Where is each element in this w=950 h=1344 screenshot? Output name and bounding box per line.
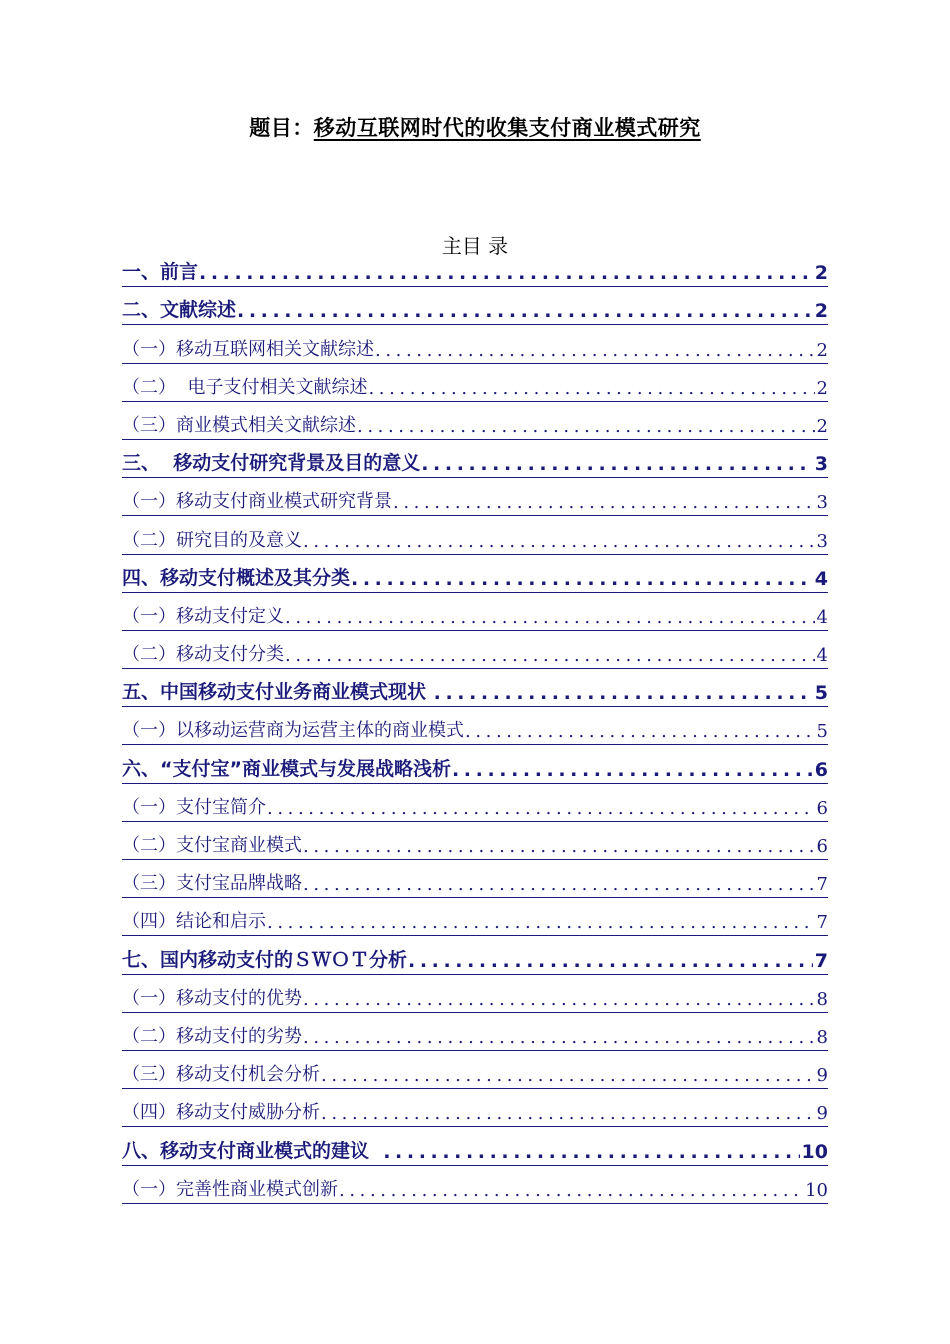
toc-entry-title: （一）完善性商业模式创新 xyxy=(122,1178,338,1200)
toc-dot-leader xyxy=(464,721,815,742)
toc-entry[interactable] xyxy=(122,1166,828,1204)
toc-entry-title: （二）研究目的及意义 xyxy=(122,529,302,551)
toc-entry[interactable] xyxy=(122,516,828,554)
toc-heading: 主目 录 xyxy=(441,234,509,258)
toc-entry-page: 6 xyxy=(816,836,828,857)
toc-entry[interactable] xyxy=(122,822,828,860)
title-prefix: 题目： xyxy=(249,116,314,140)
toc-entry-title: 七、国内移动支付的ＳＷＯＴ分析 xyxy=(122,948,408,971)
toc-dot-leader xyxy=(320,1103,815,1124)
toc-entry-page: 10 xyxy=(805,1179,828,1201)
toc-entry-page: 2 xyxy=(816,339,828,361)
title-main: 移动互联网时代的收集支付商业模式研究 xyxy=(313,116,701,140)
toc-dot-leader xyxy=(198,262,813,284)
toc-entry-title: （一）移动支付定义 xyxy=(122,605,284,627)
toc-entry-title: （四）移动支付威胁分析 xyxy=(122,1102,320,1124)
toc-dot-leader xyxy=(420,453,813,475)
toc-entry-page: 2 xyxy=(814,262,828,285)
toc-dot-leader xyxy=(382,1141,799,1163)
toc-entry-page: 7 xyxy=(816,874,828,896)
toc-entry-page: 7 xyxy=(816,912,828,934)
toc-dot-leader xyxy=(320,1065,815,1086)
toc-dot-leader xyxy=(302,531,815,552)
toc-entry-title: （二） 电子支付相关文献综述 xyxy=(122,376,368,398)
toc-dot-leader xyxy=(302,1027,815,1048)
toc-entry-title: （一）移动互联网相关文献综述 xyxy=(122,338,374,360)
toc-entry-page: 2 xyxy=(816,377,828,399)
toc-entry-title: （一）以移动运营商为运营主体的商业模式 xyxy=(122,720,464,742)
toc-entry[interactable] xyxy=(122,1051,828,1089)
toc-entry[interactable] xyxy=(122,631,828,669)
toc-entry-page: 4 xyxy=(814,567,828,590)
toc-dot-leader xyxy=(302,989,815,1010)
toc-entry-title: 三、 移动支付研究背景及目的意义 xyxy=(122,452,421,475)
toc-dot-leader xyxy=(350,568,813,590)
toc-entry-page: 6 xyxy=(814,758,828,781)
toc-entry-title: （一）支付宝简介 xyxy=(122,796,266,818)
toc-entry-title: （四）结论和启示 xyxy=(122,911,266,933)
toc-dot-leader xyxy=(236,300,813,322)
toc-entry[interactable] xyxy=(122,287,828,325)
toc-entry[interactable] xyxy=(122,745,828,783)
toc-dot-leader xyxy=(392,492,815,513)
toc-entry-page: 4 xyxy=(816,645,828,667)
toc-entry-title: （一）移动支付的优势 xyxy=(122,987,302,1009)
toc-dot-leader xyxy=(302,874,815,895)
toc-dot-leader xyxy=(367,378,814,399)
toc-entry[interactable] xyxy=(122,784,828,822)
toc-dot-leader xyxy=(338,1180,803,1201)
toc-entry[interactable] xyxy=(122,898,828,936)
toc-entry[interactable] xyxy=(122,364,828,402)
toc-entry[interactable] xyxy=(122,860,828,898)
toc-entry-page: 4 xyxy=(816,606,828,628)
toc-entry-title: 八、移动支付商业模式的建议 xyxy=(122,1139,383,1162)
toc-entry-title: 五、中国移动支付业务商业模式现状 xyxy=(122,681,433,704)
toc-entry-page: 5 xyxy=(816,721,828,743)
document-title xyxy=(0,112,950,142)
toc-entry-title: 二、文献综述 xyxy=(122,299,237,322)
toc-entry-page: 3 xyxy=(816,530,828,552)
toc-entry[interactable] xyxy=(122,478,828,516)
toc-entry[interactable] xyxy=(122,936,828,974)
table-of-contents xyxy=(122,249,828,1204)
toc-entry-page: 9 xyxy=(816,1065,828,1087)
toc-entry-title: （三）支付宝品牌战略 xyxy=(122,873,302,895)
toc-entry-page: 8 xyxy=(816,988,828,1010)
toc-entry-title: （二）移动支付的劣势 xyxy=(122,1025,302,1047)
toc-entry-page: 5 xyxy=(814,682,828,705)
toc-dot-leader xyxy=(284,645,815,666)
toc-entry[interactable] xyxy=(122,402,828,440)
toc-entry[interactable] xyxy=(122,1089,828,1127)
toc-entry-title: 一、前言 xyxy=(122,261,199,284)
toc-dot-leader xyxy=(433,682,813,704)
toc-entry-page: 10 xyxy=(801,1140,828,1163)
toc-entry-page: 7 xyxy=(814,949,828,972)
toc-entry-page: 6 xyxy=(816,797,828,819)
toc-entry-title: （三）商业模式相关文献综述 xyxy=(122,414,356,436)
toc-entry[interactable] xyxy=(122,325,828,363)
toc-entry-page: 8 xyxy=(816,1026,828,1048)
toc-dot-leader xyxy=(356,416,815,437)
toc-entry-page: 2 xyxy=(814,300,828,323)
toc-dot-leader xyxy=(266,798,815,819)
toc-entry-title: （一）移动支付商业模式研究背景 xyxy=(122,491,392,513)
toc-dot-leader xyxy=(266,912,815,933)
toc-entry-title: （二）支付宝商业模式 xyxy=(122,835,302,856)
toc-entry-page: 3 xyxy=(816,492,828,514)
toc-entry[interactable] xyxy=(122,669,828,707)
toc-entry-title: （二）移动支付分类 xyxy=(122,644,284,666)
toc-entry[interactable] xyxy=(122,1013,828,1051)
toc-entry[interactable] xyxy=(122,440,828,478)
toc-entry-page: 2 xyxy=(816,415,828,437)
toc-dot-leader xyxy=(284,607,815,628)
toc-dot-leader xyxy=(302,836,815,857)
toc-entry[interactable] xyxy=(122,593,828,631)
toc-entry-page: 3 xyxy=(814,453,828,476)
toc-entry-title: 六、“支付宝”商业模式与发展战略浅析 xyxy=(122,757,451,780)
toc-entry[interactable] xyxy=(122,249,828,287)
toc-entry-title: （三）移动支付机会分析 xyxy=(122,1064,320,1086)
toc-dot-leader xyxy=(407,950,813,972)
toc-dot-leader xyxy=(374,340,815,361)
toc-entry[interactable] xyxy=(122,555,828,593)
toc-entry[interactable] xyxy=(122,1127,828,1165)
toc-entry-page: 9 xyxy=(816,1103,828,1125)
toc-entry-title: 四、移动支付概述及其分类 xyxy=(122,566,351,589)
toc-entry[interactable] xyxy=(122,975,828,1013)
toc-dot-leader xyxy=(451,759,813,781)
toc-entry[interactable] xyxy=(122,707,828,745)
